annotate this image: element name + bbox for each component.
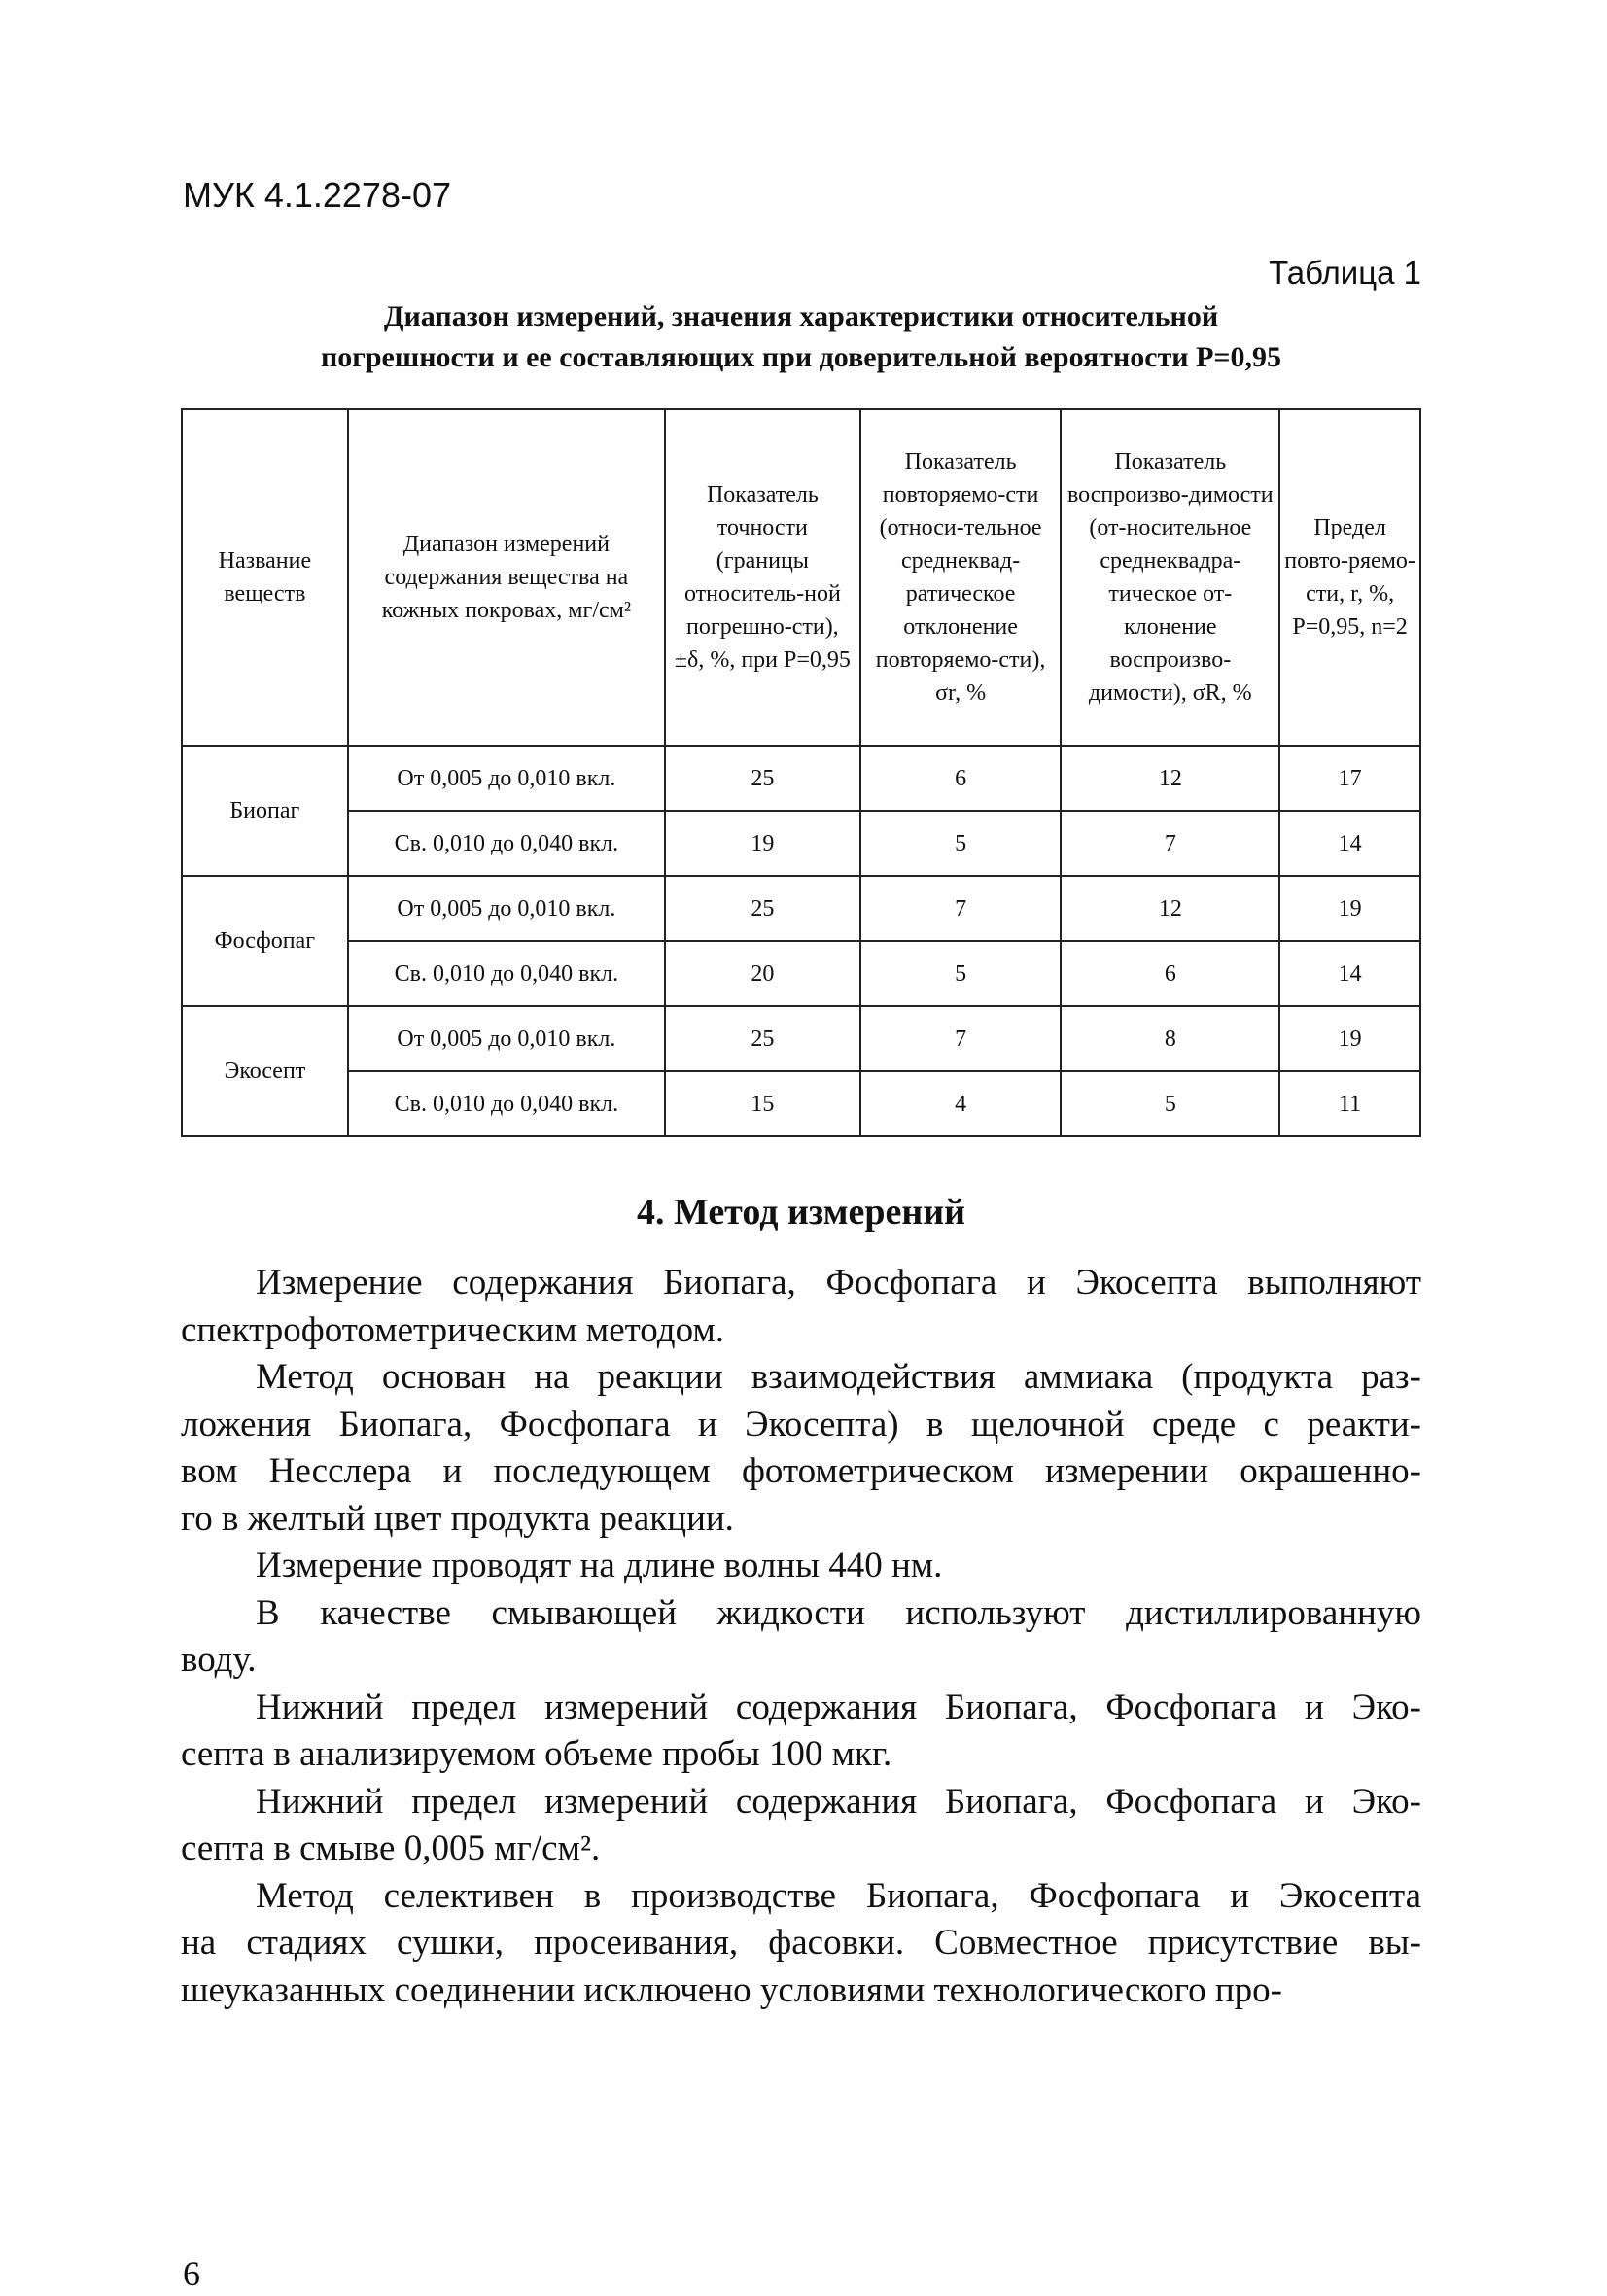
range-cell: От 0,005 до 0,010 вкл. <box>348 1006 665 1071</box>
value-cell: 12 <box>1061 876 1279 941</box>
value-cell: 11 <box>1279 1071 1420 1136</box>
value-cell: 17 <box>1279 746 1420 811</box>
caption-line: Диапазон измерений, значения характеристики относительной <box>383 300 1219 332</box>
value-cell: 25 <box>665 746 860 811</box>
substance-name: Фосфопаг <box>182 876 348 1006</box>
value-cell: 7 <box>860 876 1062 941</box>
text-line: септа в анализируемом объеме пробы 100 мкг. <box>181 1734 892 1774</box>
caption-line: погрешности и ее составляющих при доверительной вероятности Р=0,95 <box>320 341 1282 373</box>
text-line: Измерение проводят на длине волны 440 нм. <box>256 1546 943 1585</box>
range-cell: Св. 0,010 до 0,040 вкл. <box>348 1071 665 1136</box>
table-header-row <box>182 409 1420 746</box>
column-header: Показатель повторяемо-сти (относи-тельное среднеквад-ратическое отклонение повторяемо-сти), σr, % <box>860 409 1062 746</box>
text-line: го в желтый цвет продукта реакции. <box>181 1498 734 1539</box>
range-cell: От 0,005 до 0,010 вкл. <box>348 876 665 941</box>
table-row <box>182 1006 1420 1071</box>
table-row <box>182 876 1420 941</box>
table-row <box>182 1071 1420 1136</box>
value-cell: 19 <box>1279 1006 1420 1071</box>
paragraph <box>181 1590 1421 1685</box>
value-cell: 25 <box>665 1006 860 1071</box>
value-cell: 8 <box>1061 1006 1279 1071</box>
text-line: спектрофотометрическим методом. <box>181 1309 725 1350</box>
value-cell: 5 <box>860 811 1062 876</box>
value-cell: 15 <box>665 1071 860 1136</box>
text-line: септа в смыве 0,005 мг/см². <box>181 1828 601 1868</box>
text-line: Нижний предел измерений содержания Биопага, Фосфопага и Эко- <box>256 1781 1421 1822</box>
column-header: Предел повто-ряемо-сти, r, %, Р=0,95, n=2 <box>1279 409 1420 746</box>
measurement-table <box>181 408 1421 1137</box>
paragraph <box>181 1260 1421 1354</box>
value-cell: 14 <box>1279 941 1420 1006</box>
value-cell: 6 <box>860 746 1062 811</box>
text-line: воду. <box>181 1640 257 1680</box>
table-row <box>182 811 1420 876</box>
substance-name: Экосепт <box>182 1006 348 1136</box>
value-cell: 19 <box>1279 876 1420 941</box>
column-header: Показатель точности (границы относитель-ной погрешно-сти), ±δ, %, при Р=0,95 <box>665 409 860 746</box>
value-cell: 12 <box>1061 746 1279 811</box>
text-line: Измерение содержания Биопага, Фосфопага и Экосепта выполняют <box>256 1263 1421 1303</box>
value-cell: 25 <box>665 876 860 941</box>
document-code: МУК 4.1.2278-07 <box>183 175 451 215</box>
text-line: вом Несслера и последующем фотометрическом измерении окрашенно- <box>181 1451 1421 1491</box>
section-body <box>181 1260 1421 2014</box>
value-cell: 7 <box>860 1006 1062 1071</box>
value-cell: 7 <box>1061 811 1279 876</box>
table-row <box>182 941 1420 1006</box>
value-cell: 14 <box>1279 811 1420 876</box>
substance-name: Биопаг <box>182 746 348 876</box>
text-line: на стадиях сушки, просеивания, фасовки. Совместное присутствие вы- <box>181 1923 1421 1963</box>
section-heading: 4. Метод измерений <box>636 1192 966 1233</box>
text-line: Метод основан на реакции взаимодействия аммиака (продукта раз- <box>256 1357 1421 1397</box>
paragraph <box>181 1354 1421 1543</box>
text-line: Метод селективен в производстве Биопага, Фосфопага и Экосепта <box>256 1875 1421 1916</box>
text-line: ложения Биопага, Фосфопага и Экосепта) в щелочной среде с реакти- <box>181 1404 1421 1444</box>
value-cell: 5 <box>860 941 1062 1006</box>
value-cell: 20 <box>665 941 860 1006</box>
text-line: Нижний предел измерений содержания Биопага, Фосфопага и Эко- <box>256 1687 1421 1727</box>
page-number: 6 <box>183 2254 200 2293</box>
paragraph <box>181 1685 1421 1779</box>
value-cell: 6 <box>1061 941 1279 1006</box>
value-cell: 5 <box>1061 1071 1279 1136</box>
range-cell: Св. 0,010 до 0,040 вкл. <box>348 811 665 876</box>
column-header: Диапазон измерений содержания вещества на кожных покровах, мг/см² <box>348 409 665 746</box>
value-cell: 19 <box>665 811 860 876</box>
table-caption <box>181 296 1421 378</box>
text-line: шеуказанных соединении исключено условиями технологического про- <box>181 1969 1282 2010</box>
column-header: Название веществ <box>182 409 348 746</box>
table-row <box>182 746 1420 811</box>
table-label: Таблица 1 <box>1269 255 1421 291</box>
range-cell: От 0,005 до 0,010 вкл. <box>348 746 665 811</box>
value-cell: 4 <box>860 1071 1062 1136</box>
range-cell: Св. 0,010 до 0,040 вкл. <box>348 941 665 1006</box>
paragraph <box>181 1873 1421 2015</box>
paragraph <box>181 1779 1421 1873</box>
column-header: Показатель воспроизво-димости (от-носительное среднеквадра-тическое от-клонение воспроизво-димости), σR, % <box>1061 409 1279 746</box>
paragraph <box>181 1543 1421 1590</box>
text-line: В качестве смывающей жидкости используют дистиллированную <box>256 1592 1421 1633</box>
